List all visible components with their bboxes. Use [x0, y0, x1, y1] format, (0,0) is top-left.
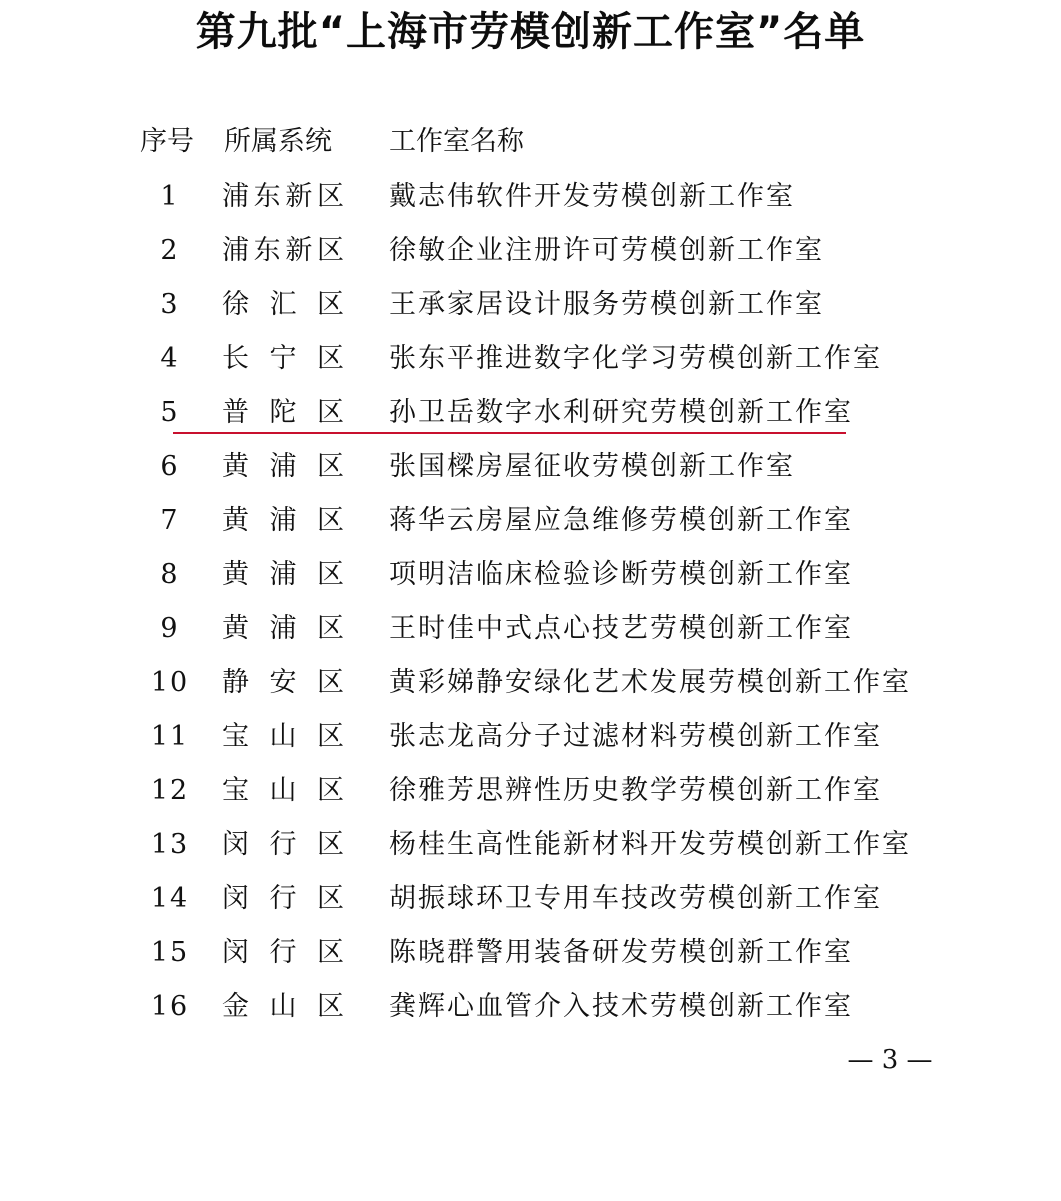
row-studio-name: 胡振球环卫专用车技改劳模创新工作室 [389, 883, 882, 914]
row-seq: 6 [160, 451, 180, 482]
row-district: 闵行区 [222, 937, 344, 968]
row-studio-name: 龚辉心血管介入技术劳模创新工作室 [389, 991, 853, 1022]
header-seq: 序号 [140, 126, 194, 157]
row-studio-name: 张志龙高分子过滤材料劳模创新工作室 [389, 721, 882, 752]
row-district: 闵行区 [222, 829, 344, 860]
row-studio-name: 徐敏企业注册许可劳模创新工作室 [389, 235, 824, 266]
row-seq: 11 [150, 721, 190, 752]
row-district: 普陀区 [222, 397, 344, 428]
table-row [0, 710, 1061, 764]
table-row [0, 926, 1061, 980]
row-studio-name: 张东平推进数字化学习劳模创新工作室 [389, 343, 882, 374]
table-row [0, 656, 1061, 710]
table-row [0, 278, 1061, 332]
row-district: 徐汇区 [222, 289, 344, 320]
row-district: 黄浦区 [222, 451, 344, 482]
row-seq: 16 [150, 991, 190, 1022]
row-seq: 8 [160, 559, 180, 590]
table-row [0, 818, 1061, 872]
table-row [0, 332, 1061, 386]
page-title: 第九批“上海市劳模创新工作室”名单 [195, 9, 866, 55]
row-studio-name: 戴志伟软件开发劳模创新工作室 [389, 181, 795, 212]
row-studio-name: 王时佳中式点心技艺劳模创新工作室 [389, 613, 853, 644]
row-seq: 15 [150, 937, 190, 968]
table-row [0, 224, 1061, 278]
table-row [0, 440, 1061, 494]
row-district: 黄浦区 [222, 613, 344, 644]
row-district: 黄浦区 [222, 559, 344, 590]
row-district: 闵行区 [222, 883, 344, 914]
row-studio-name: 徐雅芳思辨性历史教学劳模创新工作室 [389, 775, 882, 806]
row-seq: 1 [160, 181, 180, 212]
row-seq: 12 [150, 775, 190, 806]
row-district: 黄浦区 [222, 505, 344, 536]
table-row [0, 494, 1061, 548]
row-district: 长宁区 [222, 343, 344, 374]
highlight-underline [173, 432, 846, 434]
row-seq: 13 [150, 829, 190, 860]
table-row [0, 764, 1061, 818]
row-studio-name: 黄彩娣静安绿化艺术发展劳模创新工作室 [389, 667, 911, 698]
row-seq: 4 [160, 343, 180, 374]
header-district: 所属系统 [224, 126, 332, 157]
row-district: 浦东新区 [222, 235, 344, 266]
row-district: 宝山区 [222, 775, 344, 806]
row-district: 金山区 [222, 991, 344, 1022]
table-row [0, 872, 1061, 926]
table-header [0, 118, 1061, 166]
table-row [0, 548, 1061, 602]
row-studio-name: 杨桂生高性能新材料开发劳模创新工作室 [389, 829, 911, 860]
row-district: 浦东新区 [222, 181, 344, 212]
row-studio-name: 孙卫岳数字水利研究劳模创新工作室 [389, 397, 853, 428]
row-studio-name: 王承家居设计服务劳模创新工作室 [389, 289, 824, 320]
row-seq: 10 [150, 667, 190, 698]
studio-list [0, 170, 1061, 1034]
page-number: — 3 — [847, 1045, 933, 1075]
row-seq: 9 [160, 613, 180, 644]
row-seq: 14 [150, 883, 190, 914]
row-seq: 3 [160, 289, 180, 320]
row-district: 静安区 [222, 667, 344, 698]
row-studio-name: 张国樑房屋征收劳模创新工作室 [389, 451, 795, 482]
header-studio-name: 工作室名称 [389, 126, 524, 157]
row-seq: 2 [160, 235, 180, 266]
table-row [0, 170, 1061, 224]
row-studio-name: 蒋华云房屋应急维修劳模创新工作室 [389, 505, 853, 536]
table-row [0, 602, 1061, 656]
row-studio-name: 项明洁临床检验诊断劳模创新工作室 [389, 559, 853, 590]
row-district: 宝山区 [222, 721, 344, 752]
row-seq: 7 [160, 505, 180, 536]
row-studio-name: 陈晓群警用装备研发劳模创新工作室 [389, 937, 853, 968]
table-row [0, 980, 1061, 1034]
row-seq: 5 [160, 397, 180, 428]
